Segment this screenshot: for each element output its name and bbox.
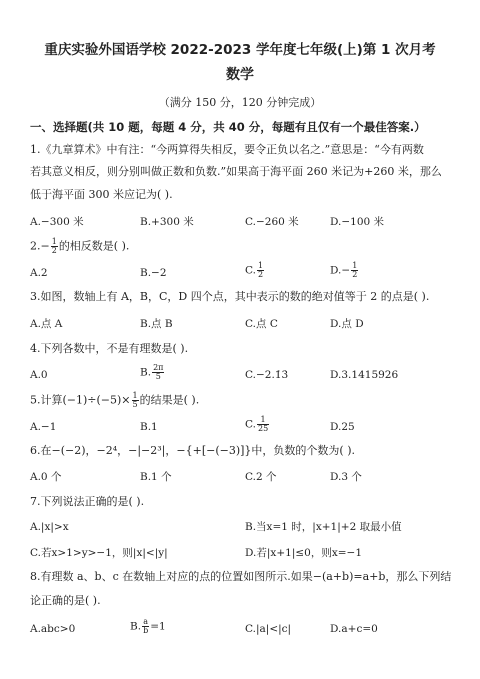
q6-question: 6.在−(−2)，−2⁴，−|−2³|，−{+[−(−3)]}中，负数的个数为( ). — [30, 444, 355, 457]
q8-line1: 8.有理数 a、b、c 在数轴上对应的点的位置如图所示.如果−(a+b)=a+b，那么下列结 — [30, 570, 452, 583]
q2-option-b: B.−2 — [140, 267, 167, 279]
subject-title: 数学 — [226, 67, 254, 83]
q2-frac-num: 1 — [51, 237, 57, 246]
q5-option-c-num: 1 — [257, 416, 269, 425]
q1-line1: 1.《九章算术》中有注：“今两算得失相反，要令正负以名之.”意思是：“今有两数 — [30, 143, 424, 156]
q5-suffix: 的结果是( ). — [139, 393, 200, 407]
q8-option-b-fraction — [142, 618, 149, 635]
score-note: （满分 150 分，120 分钟完成） — [158, 96, 322, 109]
q5-prefix: 5.计算(−1)÷(−5)× — [30, 393, 131, 407]
q2-option-d-fraction — [351, 262, 358, 279]
q5-option-c — [245, 416, 270, 433]
q6-option-c: C.2 个 — [245, 471, 277, 483]
q3-question: 3.如图，数轴上有 A，B，C，D 四个点，其中表示的数的绝对值等于 2 的点是( ). — [30, 290, 430, 303]
q7-option-c: C.若x>1>y>−1，则|x|<|y| — [30, 547, 168, 559]
q4-option-b-den: 5 — [155, 372, 161, 381]
q6-option-b: B.1 个 — [140, 471, 172, 483]
q2-fraction — [51, 238, 58, 255]
q8-option-b-prefix: B. — [130, 620, 142, 633]
q2-option-c-den: 2 — [258, 270, 264, 279]
q3-option-a: A.点 A — [30, 318, 63, 330]
q2-option-a: A.2 — [30, 267, 48, 279]
q4-option-d: D.3.1415926 — [330, 369, 399, 381]
exam-title: 重庆实验外国语学校 2022-2023 学年度七年级(上)第 1 次月考 — [44, 42, 436, 58]
q6-option-a: A.0 个 — [30, 471, 62, 483]
q2-prefix: 2.− — [30, 239, 50, 253]
q3-option-d: D.点 D — [330, 318, 364, 330]
q7-question: 7.下列说法正确的是( ). — [30, 495, 145, 508]
q3-option-b: B.点 B — [140, 318, 173, 330]
q2-option-c — [245, 262, 265, 279]
section-heading: 一、选择题(共 10 题，每题 4 分，共 40 分，每题有且仅有一个最佳答案.） — [30, 120, 426, 134]
q5-option-d: D.25 — [330, 421, 355, 433]
q3-option-c: C.点 C — [245, 318, 278, 330]
q5-option-b: B.1 — [140, 421, 158, 433]
q8-line2: 论正确的是( ). — [30, 594, 101, 607]
q6-option-d: D.3 个 — [330, 471, 362, 483]
q2-option-d-num: 1 — [352, 261, 358, 270]
q2-suffix: 的相反数是( ). — [58, 239, 130, 253]
q1-option-a: A.−300 米 — [30, 216, 84, 228]
q2-option-d-prefix: D.− — [330, 264, 351, 277]
q7-option-a: A.|x|>x — [30, 521, 69, 533]
q8-option-d: D.a+c=0 — [330, 623, 378, 635]
q2-question — [30, 238, 129, 255]
q5-option-a: A.−1 — [30, 421, 57, 433]
q5-frac-den: 5 — [132, 400, 138, 409]
q8-option-c: C.|a|<|c| — [245, 623, 292, 635]
q2-option-c-prefix: C. — [245, 264, 256, 277]
q2-option-c-num: 1 — [258, 261, 264, 270]
q4-option-a: A.0 — [30, 369, 48, 381]
q7-option-d: D.若|x+1|≤0，则x=−1 — [245, 547, 363, 559]
q1-option-b: B.+300 米 — [140, 216, 194, 228]
q4-option-b-prefix: B. — [140, 366, 152, 379]
q8-option-b-suffix: =1 — [150, 620, 166, 633]
q8-option-a: A.abc>0 — [30, 623, 76, 635]
q5-option-c-den: 25 — [258, 424, 269, 433]
q2-option-d — [330, 262, 359, 279]
q2-option-c-fraction — [257, 262, 264, 279]
q2-frac-den: 2 — [51, 246, 57, 255]
q4-option-b-num: 2π — [153, 363, 164, 372]
q5-question — [30, 392, 199, 409]
q1-option-c: C.−260 米 — [245, 216, 299, 228]
q5-option-c-fraction — [257, 416, 269, 433]
q1-option-d: D.−100 米 — [330, 216, 385, 228]
q5-option-c-prefix: C. — [245, 418, 256, 431]
q8-option-b-den: b — [143, 626, 149, 635]
q8-option-b-num: a — [143, 617, 149, 626]
q1-line3: 低于海平面 300 米应记为( ). — [30, 188, 173, 201]
q5-frac-num: 1 — [132, 391, 138, 400]
q4-option-c: C.−2.1̇3̇ — [245, 369, 289, 381]
q4-option-b — [140, 364, 165, 381]
q1-line2: 若其意义相反，则分别叫做正数和负数.”如果高于海平面 260 米记为+260 米，那么 — [30, 165, 442, 178]
q8-option-b — [130, 618, 166, 635]
q4-question: 4.下列各数中，不是有理数是( ). — [30, 342, 189, 355]
q2-option-d-den: 2 — [352, 270, 358, 279]
q5-fraction — [132, 392, 139, 409]
q4-option-b-fraction — [152, 364, 164, 381]
q7-option-b: B.当x=1 时，|x+1|+2 取最小值 — [245, 521, 402, 533]
